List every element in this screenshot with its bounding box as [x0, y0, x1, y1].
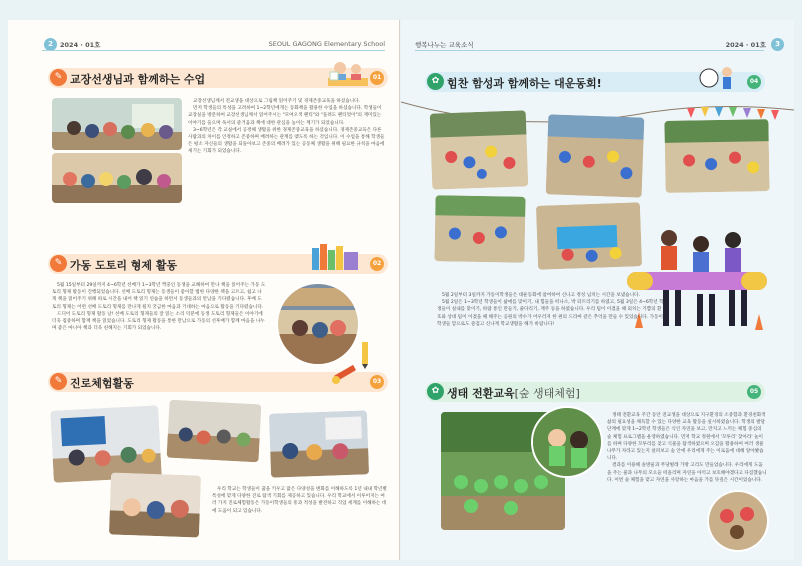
section-03-number: 03 — [370, 375, 384, 389]
section-01-body — [188, 98, 386, 156]
section-04-paragraph: 5월 2일은 1~3학년 학생들이 삶애를 맞이기, 내 힘들을 떠나소, 박 터트리기를 하였고, 5월 3일은 4~6학년 학생들이 실내를 맞이기, 바람 통인 만들기, 줄다리기, 계주 등을 하였습니다. 우리 팀이 이겼을 때 외치는 기쁨의 환호와 상대 팀이 이겼을 때 해주는 응원의 박수가 어우러져 한 편의 드라마 같은 추억을 만들 수 있었습니다. 가동이학생들 맘으로도 즐겁고 신나게 학교생활을 해가 바랍니다! — [437, 300, 664, 327]
section-04-number: 04 — [747, 75, 761, 89]
left-page-number: 2 — [44, 38, 57, 51]
career-photo-2 — [167, 400, 262, 463]
principal-class-photo-2 — [52, 153, 182, 203]
section-01-icon: ✎ — [50, 69, 67, 86]
section-05-body — [607, 412, 767, 484]
section-04-title: 힘찬 함성과 함께하는 대운동회! — [447, 77, 602, 90]
paint-brush-illustration — [330, 360, 360, 386]
career-photo-4 — [109, 472, 201, 537]
books-illustration — [310, 240, 362, 272]
section-05-number: 05 — [747, 385, 761, 399]
sports-illustration — [697, 62, 737, 92]
teacher-illustration — [326, 58, 370, 88]
section-05-title — [447, 385, 580, 401]
career-photo-1 — [50, 405, 162, 483]
section-01-paragraph: 먼저 학생들의 특성을 고려하여 1~2학년에게는 동화책을 활용한 수업을 하셨습니다. 학생들이 교장실을 방문하여 교장선생님께서 읽어주시는 "모여오색 팬티"와 "돌려도 팬티멋이"의 재미있는 이야기를 들으며 독서의 즐거움과 책에 대한 관심을 높이는 계기가 되었습니다. — [188, 106, 382, 126]
section-02-body — [52, 282, 266, 332]
section-03-paragraph: 우리 학교는 학생들이 꿈을 키우고 많은 다양성을 변화를 이해하도록 1년 내내 학년별 특성에 맞게 다양한 진로 탐색 기회를 제공하고 있습니다. 우리 학교에서 이루어지는 여러 가지 진로체험활동은 가동이학생들의 흥과 적성을 발견하고 직업 세계를 이해하는 데에 도움이 되고 있습니다. — [212, 487, 387, 514]
right-school-name: 행복나누는 교육소식 — [415, 41, 474, 49]
acorn-siblings-photo — [276, 282, 360, 366]
section-01-paragraph: 교장선생님께서 전교생을 대상으로 그림책 읽어주기 및 경제존중교육을 하셨습니다. — [193, 99, 360, 104]
newsletter-spread — [8, 20, 794, 560]
sports-day-photo-4 — [434, 195, 525, 263]
section-04-icon: ✿ — [427, 73, 444, 90]
right-page — [401, 20, 794, 560]
section-05-subtitle: [숲 생태체험] — [514, 387, 580, 400]
section-04-body — [437, 292, 665, 328]
section-05-icon: ✿ — [427, 383, 444, 400]
right-header-rule — [415, 50, 764, 51]
section-02-icon: ✎ — [50, 255, 67, 272]
principal-class-photo-1 — [52, 98, 182, 150]
sports-day-photo-3 — [664, 119, 769, 193]
left-school-name: SEOUL GAGONG Elementary School — [268, 40, 385, 48]
right-running-header — [401, 26, 794, 49]
section-03-body — [212, 486, 388, 515]
section-04-paragraph: 5월 2일부터 3일까지 가동이학생들은 대운동회에 참여하여 신나고 정성 넘치는 시간을 보냈습니다. — [442, 293, 640, 298]
section-03-title: 진로체험활동 — [70, 377, 134, 390]
section-05-paragraph: 결과를 이용해 솔방울과 무당벌레 가방 고리도 만들었습니다. 우리에게 도움을 주는 물과 나무의 모으들 떠올리며 자연을 아끼고 보호해야겠다고 다짐했습니다. 이번 숲 체험을 맞고 자연을 사랑하는 마음을 가를 뜻깊은 시간이었습니다. — [607, 463, 767, 483]
craft-photo — [707, 490, 769, 552]
sports-day-photo-2 — [546, 114, 645, 197]
section-02-paragraph: 5월 15일부터 29일까지 4~6학년 선배가 1~3학년 짝꿍인 동생을 교해하여 만나 책을 읽어주는 가동 도토리 형제 활동이 진행되었습니다. 선배 도토리 형제는 동생들이 좋아할 법한 다양한 책을 고르고, 쉽고 나게 책을 읽어주기 위해 따로 시간을 내어 책 읽기 연습을 하면서 동생들과의 만남을 기다렸습니다. 후배 도토리 형제는 어떤 선배 도토리 형제를 만나게 될지 궁금한 마음과 기대하는 마음으로 활동을 기다렸습니다. — [52, 283, 266, 310]
sports-day-photo-1 — [430, 110, 529, 189]
left-issue-date: 2024 · 01호 — [60, 41, 101, 49]
right-page-number: 3 — [771, 38, 784, 51]
left-running-header — [8, 26, 399, 49]
section-01-number: 01 — [370, 71, 384, 85]
section-05-paragraph: 생태 전환교육 주간 동안 전교생을 대상으로 지구환경의 소중함과 환경친화적 삶의 필요성을 체득할 수 있는 다양한 교육 활동을 실시하였습니다. 학생의 발달 단계에 맞게 1~2학년 학생들은 식인 자연을 보고, 만지고 느끼는 체험 중심의 숲 체험 프로그램을 운영하였습니다. 먼저 학교 정원에서 '꼬투리' 찾아라' 놀이를 하며 다양한 꼬투리를 찾고 식물을 탐색하였으며 오감을 활용하여 여러 생물 나무가 자라고 있는지 살펴보고 숲 안에 우리에게 주는 이로움에 대해 알아봤습니다. — [607, 413, 766, 462]
section-02-number: 02 — [370, 257, 384, 271]
forest-detail-photo — [531, 406, 603, 478]
section-03-icon: ✎ — [50, 373, 67, 390]
right-issue-date: 2024 · 01호 — [725, 41, 766, 49]
section-05-title-main: 생태 전환교육 — [447, 387, 515, 400]
career-photo-3 — [269, 410, 369, 477]
section-02-title: 가동 도토리 형제 활동 — [70, 259, 178, 272]
section-01-title: 교장선생님과 함께하는 수업 — [70, 73, 206, 86]
left-header-rule — [42, 50, 385, 51]
section-02-paragraph: 드디어 도토리 형제 활동 날! 선배 도토리 형제들의 잘 읽는 소리 덕분에 동생 도토리 형제들은 이야기에 더욱 집중하며 함께 책을 읽었습니다. 도토리 형제 활동을 통한 만남으로 가동의 선후배가 함께 마음을 나누며 좋은 마니아 책과 더욱 친해지는 기회가 되었습니다. — [52, 311, 265, 332]
left-page — [8, 20, 400, 560]
section-01-paragraph: 3~6학년은 각 교실에서 공정해 생활을 위한 경제존중교육을 하셨습니다. 경제존중교육은 다른 사람과의 차이를 인정하고 존중하며 배려하는 관계를 맺도록 하는 것입니다. 이 수업을 통해 학생들은 평소 자신들의 생활을 되돌아보고 존중의 배려가 있는 공동체 생활을 위해 필요한 규칙을 마음에 새기는 기회가 되었습니다. — [188, 127, 385, 155]
